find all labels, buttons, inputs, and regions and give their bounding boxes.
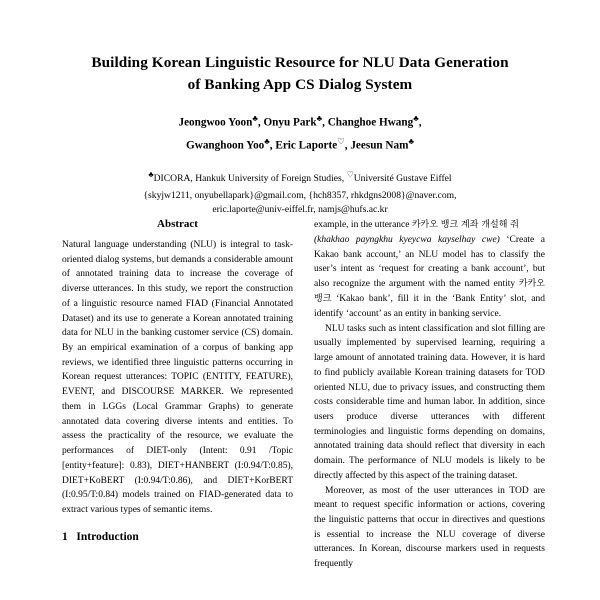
paragraph-nlu-tasks: NLU tasks such as intent classification and slot filling are usually implemented by supervised learning, requiring a large amount of annotated training data. However, it is hard to find publicly available Korean training datasets for TOD oriented NLU, due to privacy issues, and constructing them costs considerable time and human labor. In addition, since users produce diverse utterances with different terminologies and linguistic forms depending on domains, annotated training data should reflect that diversity in each domain. The performance of NLU models is likely to be directly affected by this aspect of the training dataset. — [314, 323, 545, 481]
club-symbol-icon: ♣ — [408, 136, 414, 146]
section-heading-introduction — [62, 531, 293, 543]
email-line-1: {skyjw1211, onyubellapark}@gmail.com, {hch8357, rhkdgns2008}@naver.com, — [143, 189, 457, 201]
para1-lead-in: example, in the utterance — [314, 220, 412, 230]
affiliation-line — [62, 169, 538, 187]
club-symbol-icon: ♣ — [264, 136, 270, 146]
heart-symbol-icon: ♡ — [346, 170, 354, 180]
korean-utterance-kakao-bank-account: 카카오 뱅크 계좌 개설해 줘 — [411, 220, 519, 230]
club-symbol-icon: ♣ — [413, 114, 419, 124]
author-emails — [62, 189, 538, 217]
right-column — [314, 218, 545, 600]
title-line-1: Building Korean Linguistic Resource for NLU Data Generation — [91, 54, 509, 71]
author-list — [62, 111, 538, 156]
page-title — [62, 52, 538, 95]
author-jeongwoo-yoon: Jeongwoo Yoon — [178, 116, 253, 129]
two-column-body — [62, 218, 545, 600]
abstract-text: Natural language understanding (NLU) is integral to task-oriented dialog systems, but demands a considerable amount of annotated training data to increase the coverage of diverse utterances. In this study, we report the construction of a linguistic resource named FIAD (Financial Annotated Dataset) and its use to generate a Korean annotated training data for NLU in the banking customer service (CS) domain. By an empirical examination of a corpus of banking app reviews, we identified three linguistic patterns occurring in Korean request utterances: TOPIC (ENTITY, FEATURE), EVENT, and DISCOURSE MARKER. We represented them in LGGs (Local Grammar Graphs) to generate annotated data covering diverse intents and entities. To assess the practicality of the resource, we evaluate the performances of DIET-only (Intent: 0.91 /Topic [entity+feature]: 0.83), DIET+HANBERT (I:0.94/T:0.85), DIET+KoBERT (I:0.94/T:0.86), and DIET+KorBERT (I:0.95/T:0.84) models trained on FIAD-generated data to extract various types of semantic items. — [62, 240, 293, 515]
author-line-1 — [62, 111, 538, 133]
author-line-1-comma: , — [418, 116, 422, 129]
title-line-2: of Banking App CS Dialog System — [187, 75, 413, 93]
paragraph-tod-requests: Moreover, as most of the user utterances in TOD are meant to request specific information or actions, covering the linguistic patterns that occur in directives and questions is essential to increase the NLU coverage of diverse utterances. In Korean, discourse markers used in requests frequently — [314, 485, 545, 570]
section-title: Introduction — [76, 530, 139, 543]
abstract-heading: Abstract — [157, 218, 198, 230]
club-symbol-icon: ♣ — [148, 170, 154, 180]
author-changhoe-hwang: , Changhoe Hwang — [322, 116, 414, 129]
club-symbol-icon: ♣ — [316, 114, 323, 124]
email-line-2: eric.laporte@univ-eiffel.fr, namjs@hufs.ac.kr — [212, 203, 388, 215]
affiliation-eiffel: Université Gustave Eiffel — [353, 173, 452, 185]
author-eric-laporte: , Eric Laporte — [269, 139, 338, 152]
author-line-2 — [62, 134, 538, 156]
left-column — [62, 218, 293, 600]
romanization-kakao-bank-account: (khakhao payngkhu kyeycwa kayselhay cwe) — [314, 234, 500, 245]
author-jeesun-nam: , Jeesun Nam — [344, 139, 409, 152]
affiliation-dicora: DICORA, Hankuk University of Foreign Studies, — [153, 173, 347, 185]
paragraph-example-utterance — [314, 218, 545, 322]
para1-middle: ‘Create a Kakao bank account,’ an NLU model has to classify the user’s intent as ‘request for creating a bank account’, but also recognize the argument with the named entity — [314, 234, 545, 290]
author-onyu-park: , Onyu Park — [257, 116, 317, 129]
heart-symbol-icon: ♡ — [337, 136, 345, 146]
korean-named-entity-kakao-bank: 카카오 뱅크 — [314, 279, 545, 305]
paper-masthead — [0, 0, 600, 216]
club-symbol-icon: ♣ — [252, 114, 258, 124]
para1-tail: ‘Kakao bank’, fill it in the ‘Bank Entity’ slot, and identify ‘account’ as an entity in banking service. — [314, 294, 545, 319]
section-number: 1 — [62, 530, 68, 543]
author-gwanghoon-yoo: Gwanghoon Yoo — [186, 139, 265, 152]
